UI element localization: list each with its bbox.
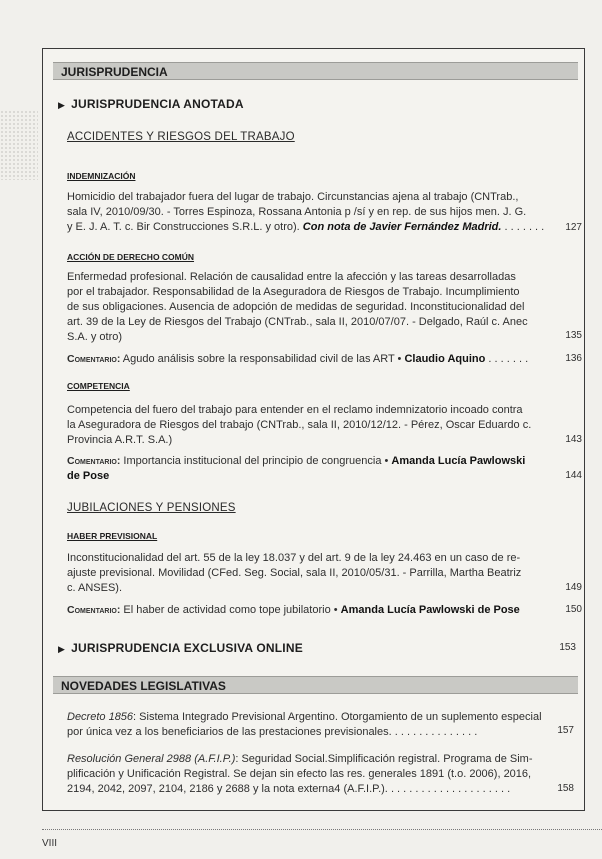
entry-accion-derecho-comun[interactable]: Enfermedad profesional. Relación de causalidad entre la afección y las tareas desarrolladas por el trabajador. Responsabilidad de la Aseguradora de Riesgos de Trabajo. Incumplimiento de sus obligaciones. Ausencia de adopción de medidas de seguridad. Inconstitucionalidad del art. 39 de la Ley de Riesgos del Trabajo (CNTrab., sala II, 2010/07/07. - Delgado, Raúl c. Anec S.A. y otro) [67, 271, 528, 343]
subheading-haber-previsional: HABER PREVISIONAL [67, 531, 158, 541]
page-number: 143 [565, 434, 582, 445]
entry-competencia[interactable]: Competencia del fuero del trabajo para entender en el reclamo indemnizatorio incoado contra la Aseguradora de Riesgos del trabajo (CNTrab., sala II, 2010/12/12. - Pérez, Oscar Eduardo c. Provincia A.R.T. S.A.) [67, 404, 532, 446]
triangle-right-icon: ▶ [58, 644, 66, 654]
page-number: 136 [565, 353, 582, 364]
section-jubilaciones[interactable]: JUBILACIONES Y PENSIONES [67, 502, 236, 514]
page-number: 149 [565, 582, 582, 593]
subheading-indemnizacion: INDEMNIZACIÓN [67, 171, 136, 181]
section-title: NOVEDADES LEGISLATIVAS [61, 679, 226, 693]
page-number: 150 [565, 604, 582, 615]
section-title: JURISPRUDENCIA [61, 65, 168, 79]
comment-pawlowski-haber[interactable]: Comentario: El haber de actividad como tope jubilatorio • Amanda Lucía Pawlowski de Pose [67, 604, 520, 616]
footer-divider [42, 829, 602, 830]
page-number: 153 [559, 642, 576, 653]
comment-aquino[interactable]: Comentario: Agudo análisis sobre la responsabilidad civil de las ART • Claudio Aquino . . . . . . . [67, 353, 529, 365]
entry-decreto-1856[interactable]: Decreto 1856: Sistema Integrado Previsional Argentino. Otorgamiento de un suplemento especial por única vez a los beneficiarios de las prestaciones previsionales. . . . . . . . . . . . . . . [67, 711, 542, 738]
page-number: 157 [557, 725, 574, 736]
subheading-accion-derecho-comun: ACCIÓN DE DERECHO COMÚN [67, 252, 195, 262]
subheading-competencia: COMPETENCIA [67, 381, 130, 391]
entry-indemnizacion[interactable]: Homicidio del trabajador fuera del lugar de trabajo. Circunstancias ajena al trabajo (CNTrab., sala IV, 2010/09/30. - Torres Espinoza, Rossana Antonia p /sí y en rep. de sus hijos men. J. G. y E. J. A. T. c. Bir Construcciones S.R.L. y otro). Con nota de Javier Fernández Madrid. . . . . . . . [67, 191, 545, 233]
section-accidentes[interactable]: ACCIDENTES Y RIESGOS DEL TRABAJO [67, 131, 295, 143]
footer-page-number: VIII [42, 838, 58, 849]
section-band-jurisprudencia [53, 62, 578, 80]
page-number: 135 [565, 330, 582, 341]
section-band-novedades [53, 676, 578, 694]
page-number: 144 [565, 470, 582, 481]
comment-pawlowski-congruencia[interactable]: Comentario: Importancia institucional del principio de congruencia • Amanda Lucía Pawlowski de Pose [67, 455, 526, 482]
jurisprudencia-online-heading[interactable]: ▶ JURISPRUDENCIA EXCLUSIVA ONLINE [58, 641, 303, 655]
triangle-right-icon: ▶ [58, 100, 66, 110]
page-number: 158 [557, 783, 574, 794]
jurisprudencia-anotada-heading[interactable]: ▶ JURISPRUDENCIA ANOTADA [58, 97, 244, 111]
bleed-through-texture [0, 110, 38, 180]
entry-haber-previsional[interactable]: Inconstitucionalidad del art. 55 de la ley 18.037 y del art. 9 de la ley 24.463 en un caso de re- ajuste previsional. Movilidad (CFed. Seg. Social, sala II, 2010/05/31. - Parrilla, Martha Beatriz c. ANSES). [67, 552, 522, 594]
page-number: 127 [565, 222, 582, 233]
entry-resolucion-2988[interactable]: Resolución General 2988 (A.F.I.P.): Seguridad Social.Simplificación registral. Programa de Sim- plificación y Unificación Registral. Se dejan sin efecto las res. generales 1891 (t.o. 2006), 2016, 2194, 2042, 2097, 2104, 2186 y 2688 y la nota externa4 (A.F.I.P.). . . . . . . . . . . . . . . . . . . . . [67, 753, 533, 795]
